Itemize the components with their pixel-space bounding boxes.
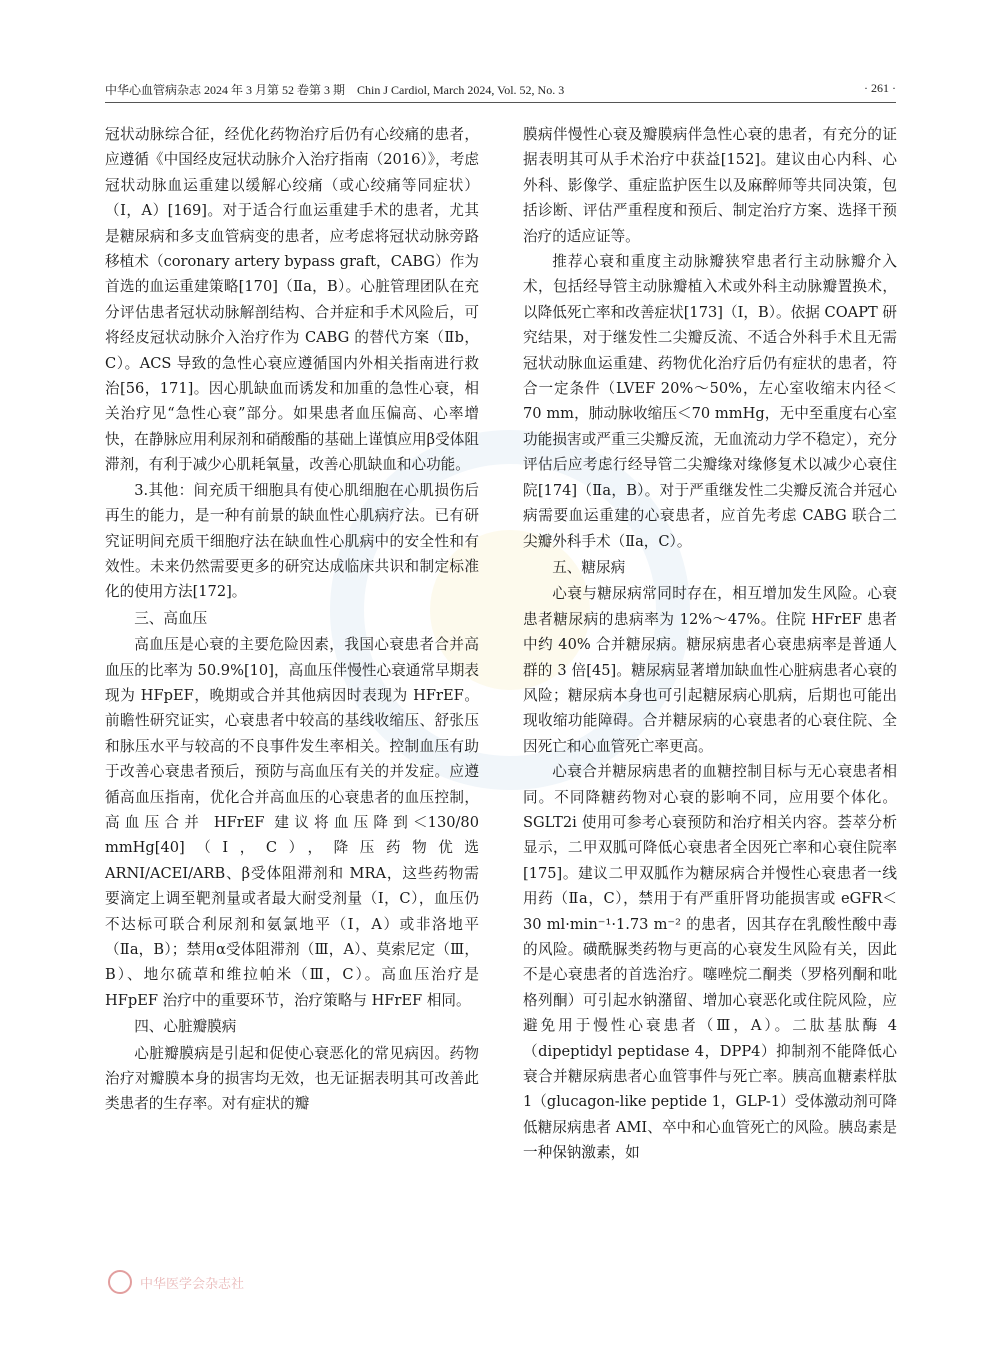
paragraph: 推荐心衰和重度主动脉瓣狭窄患者行主动脉瓣介入术，包括经导管主动脉瓣植入术或外科主动脉瓣置换术，以降低死亡率和改善症状[173]（Ⅰ，B）。依据 COAPT 研究结果，对于继发性二尖瓣反流、不适合外科手术且无需冠状动脉血运重建、药物优化治疗后仍有症状的患者，符合一定条件（LVEF 20%～50%，左心室收缩末内径＜70 mm，肺动脉收缩压＜70 mmHg，无中至重度右心室功能损害或严重三尖瓣反流，无血流动力学不稳定），充分评估后应考虑行经导管二尖瓣缘对缘修复术以减少心衰住院[174]（Ⅱa，B）。对于严重继发性二尖瓣反流合并冠心病需要血运重建的心衰患者，应首先考虑 CABG 联合二尖瓣外科手术（Ⅱa，C）。 [523,253,897,550]
left-column [105,122,479,1117]
paragraph: 心衰与糖尿病常同时存在，相互增加发生风险。心衰患者糖尿病的患病率为 12%～47%。住院 HFrEF 患者中约 40% 合并糖尿病。糖尿病患者心衰患病率是普通人群的 3 倍[45]。糖尿病显著增加缺血性心脏病患者心衰的风险；糖尿病本身也可引起糖尿病心肌病，后期也可能出现收缩功能障碍。合并糖尿病的心衰患者的心衰住院、全因死亡和心血管死亡率更高。 [523,585,897,755]
publisher-watermark: 中华医学会杂志社 [140,1277,245,1292]
section-heading: 三、高血压 [134,609,208,627]
page-number: · 261 · [864,81,896,95]
paragraph: 心脏瓣膜病是引起和促使心衰恶化的常见病因。药物治疗对瓣膜本身的损害均无效，也无证据表明其可改善此类患者的生存率。对有症状的瓣 [105,1044,479,1113]
paragraph: 冠状动脉综合征，经优化药物治疗后仍有心绞痛的患者，应遵循《中国经皮冠状动脉介入治疗指南（2016）》，考虑冠状动脉血运重建以缓解心绞痛（或心绞痛等同症状）（Ⅰ，A）[169]。对于适合行血运重建手术的患者，尤其是糖尿病和多支血管病变的患者，应考虑将冠状动脉旁路移植术（coronary artery bypass graft，CABG）作为首选的血运重建策略[170]（Ⅱa，B）。心脏管理团队在充分评估患者冠状动脉解剖结构、合并症和手术风险后，可将经皮冠状动脉介入治疗作为 CABG 的替代方案（Ⅱb，C）。ACS 导致的急性心衰应遵循国内外相关指南进行救治[56，171]。因心肌缺血而诱发和加重的急性心衰，相关治疗见“急性心衰”部分。如果患者血压偏高、心率增快，在静脉应用利尿剂和硝酸酯的基础上谨慎应用β受体阻滞剂，有利于减少心肌耗氧量，改善心肌缺血和心功能。 [105,126,479,474]
paragraph: 高血压是心衰的主要危险因素，我国心衰患者合并高血压的比率为 50.9%[10]，高血压伴慢性心衰通常早期表现为 HFpEF，晚期或合并其他病因时表现为 HFrEF。前瞻性研究证实，心衰患者中较高的基线收缩压、舒张压和脉压水平与较高的不良事件发生率相关。控制血压有助于改善心衰患者预后，预防与高血压有关的并发症。应遵循高血压指南，优化合并高血压的心衰患者的血压控制，高血压合并 HFrEF 建议将血压降到＜130/80 mmHg[40]（Ⅰ，C），降压药物优选 ARNI/ACEI/ARB、β受体阻滞剂和 MRA，这些药物需要滴定上调至靶剂量或者最大耐受剂量（Ⅰ，C），血压仍不达标可联合利尿剂和氨氯地平（Ⅰ，A）或非洛地平（Ⅱa，B）；禁用α受体阻滞剂（Ⅲ，A）、莫索尼定（Ⅲ，B）、地尔硫䓬和维拉帕米（Ⅲ，C）。高血压治疗是 HFpEF 治疗中的重要环节，治疗策略与 HFrEF 相同。 [105,636,479,1009]
paragraph: 心衰合并糖尿病患者的血糖控制目标与无心衰患者相同。不同降糖药物对心衰的影响不同，应用要个体化。SGLT2i 使用可参考心衰预防和治疗相关内容。荟萃分析显示，二甲双胍可降低心衰患者全因死亡率和心衰住院率[175]。建议二甲双胍作为糖尿病合并慢性心衰患者一线用药（Ⅱa，C），禁用于有严重肝肾功能损害或 eGFR＜30 ml·min⁻¹·1.73 m⁻² 的患者，因其存在乳酸性酸中毒的风险。磺酰脲类药物与更高的心衰发生风险有关，因此不是心衰患者的首选治疗。噻唑烷二酮类（罗格列酮和吡格列酮）可引起水钠潴留、增加心衰恶化或住院风险，应避免用于慢性心衰患者（Ⅲ，A）。二肽基肽酶 4（dipeptidyl peptidase 4，DPP4）抑制剂不能降低心衰合并糖尿病患者心血管事件与死亡率。胰高血糖素样肽 1（glucagon-like peptide 1，GLP-1）受体激动剂可降低糖尿病患者 AMI、卒中和心血管死亡的风险。胰岛素是一种保钠激素，如 [523,763,897,1162]
running-header [105,76,896,103]
publisher-logo [108,1270,132,1294]
section-heading: 五、糖尿病 [552,558,626,576]
right-column [523,122,897,1166]
paragraph: 3.其他：间充质干细胞具有使心肌细胞在心肌损伤后再生的能力，是一种有前景的缺血性心肌病疗法。已有研究证明间充质干细胞疗法在缺血性心肌病中的安全性和有效性。未来仍然需要更多的研究达成临床共识和制定标准化的使用方法[172]。 [105,481,479,601]
paragraph: 膜病伴慢性心衰及瓣膜病伴急性心衰的患者，有充分的证据表明其可从手术治疗中获益[152]。建议由心内科、心外科、影像学、重症监护医生以及麻醉师等共同决策，包括诊断、评估严重程度和预后、制定治疗方案、选择干预治疗的适应证等。 [523,126,897,245]
section-heading: 四、心脏瓣膜病 [134,1018,237,1036]
journal-citation: 中华心血管病杂志 2024 年 3 月第 52 卷第 3 期 Chin J Cardiol, March 2024, Vol. 52, No. 3 [105,83,565,97]
